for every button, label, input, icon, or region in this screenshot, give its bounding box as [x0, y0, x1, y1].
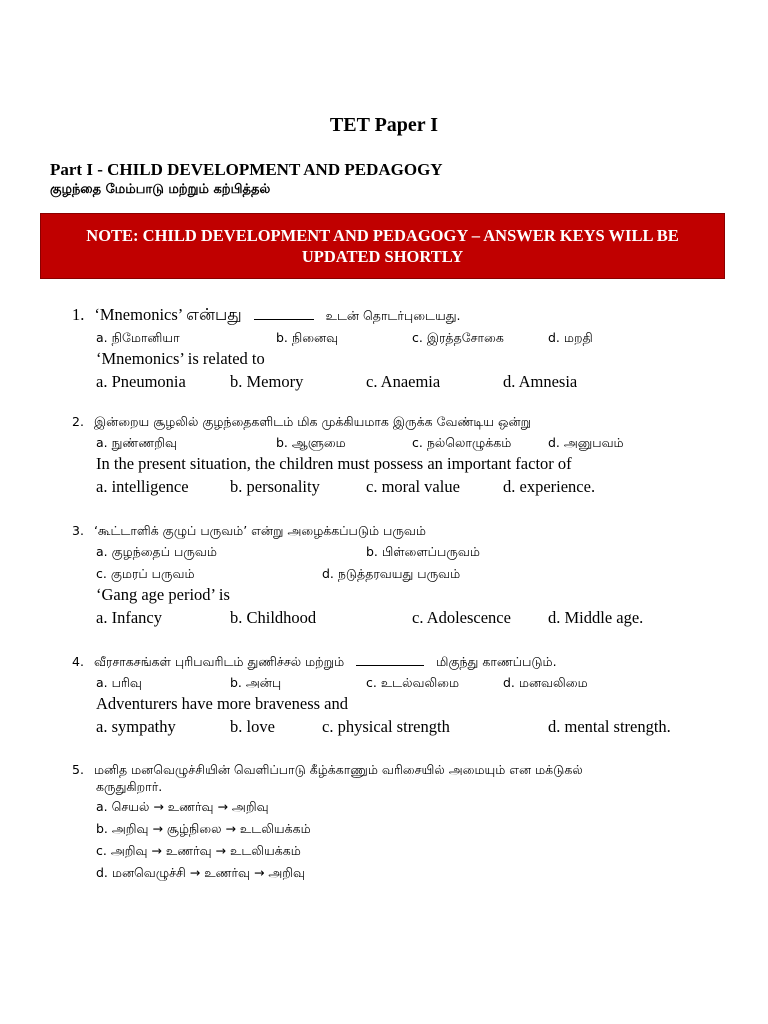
option-c-tamil: c. நல்லொழுக்கம் [412, 435, 512, 450]
question-text-line-2: கருதுகிறார். [96, 779, 163, 794]
option-c-english: c. Anaemia [366, 372, 441, 391]
option-d-tamil: d. நடுத்தரவயது பருவம் [322, 566, 461, 581]
option-c-tamil: c. உடல்வலிமை [366, 675, 460, 690]
option-a-tamil: a. செயல் → உணர்வு → அறிவு [96, 799, 269, 814]
option-a-tamil: a. குழந்தைப் பருவம் [96, 544, 217, 559]
question-number: 5. [72, 762, 84, 777]
question-5-tamil [72, 761, 583, 779]
option-d-tamil: d. மனவலிமை [503, 675, 588, 690]
option-d-tamil: d. மறதி [548, 330, 593, 345]
option-c-english: c. Adolescence [412, 608, 511, 627]
note-line-2: UPDATED SHORTLY [301, 247, 464, 266]
question-text-line-1: மனித மனவெழுச்சியின் வெளிப்பாடு கீழ்க்காணும் வரிசையில் அமையும் என மக்டுகல் [93, 762, 583, 777]
question-text-pre: ‘Mnemonics’ என்பது [94, 305, 242, 324]
option-a-english: a. Pneumonia [96, 372, 186, 391]
question-text-pre: வீரசாகசங்கள் புரிபவரிடம் துணிச்சல் மற்றும் [93, 654, 345, 669]
option-a-english: a. intelligence [96, 477, 189, 496]
question-number: 1. [72, 305, 85, 324]
option-d-english: d. mental strength. [548, 717, 671, 736]
option-a-tamil: a. நிமோனியா [96, 330, 180, 345]
question-text-post: உடன் தொடர்புடையது. [325, 308, 461, 323]
question-3-tamil [72, 522, 426, 540]
question-4-tamil [72, 653, 557, 671]
part-heading: Part I - CHILD DEVELOPMENT AND PEDAGOGY [50, 160, 443, 179]
option-b-english: b. Childhood [230, 608, 317, 627]
question-number: 2. [72, 414, 84, 429]
option-a-english: a. Infancy [96, 608, 162, 627]
answer-blank [356, 655, 424, 666]
part-heading-tamil: குழந்தை மேம்பாடு மற்றும் கற்பித்தல் [50, 182, 271, 197]
option-d-english: d. Amnesia [503, 372, 578, 391]
question-1-english: ‘Mnemonics’ is related to [96, 349, 265, 368]
option-c-tamil: c. குமரப் பருவம் [96, 566, 195, 581]
option-d-english: d. Middle age. [548, 608, 644, 627]
option-b-tamil: b. அறிவு → சூழ்நிலை → உடலியக்கம் [96, 821, 311, 836]
note-banner [40, 213, 725, 279]
option-a-tamil: a. நுண்ணறிவு [96, 435, 177, 450]
page-title: TET Paper I [329, 114, 439, 136]
option-d-english: d. experience. [503, 477, 596, 496]
question-text-post: மிகுந்து காணப்படும். [436, 654, 557, 669]
question-number: 4. [72, 654, 84, 669]
option-b-tamil: b. நினைவு [276, 330, 339, 345]
option-b-english: b. love [230, 717, 275, 736]
option-d-tamil: d. அனுபவம் [548, 435, 624, 450]
question-text: ‘கூட்டாளிக் குழுப் பருவம்’ என்று அழைக்கப்படும் பருவம் [93, 523, 426, 538]
option-a-english: a. sympathy [96, 717, 176, 736]
question-text: இன்றைய சூழலில் குழந்தைகளிடம் மிக முக்கியமாக இருக்க வேண்டிய ஒன்று [93, 414, 532, 429]
note-line-1: NOTE: CHILD DEVELOPMENT AND PEDAGOGY – ANSWER KEYS WILL BE [86, 226, 679, 245]
question-number: 3. [72, 523, 84, 538]
option-c-tamil: c. இரத்தசோகை [412, 330, 504, 345]
option-a-tamil: a. பரிவு [96, 675, 142, 690]
question-2-english: In the present situation, the children must possess an important factor of [96, 454, 572, 473]
option-c-english: c. moral value [366, 477, 460, 496]
option-b-tamil: b. ஆளுமை [276, 435, 346, 450]
option-b-tamil: b. அன்பு [230, 675, 282, 690]
answer-blank [254, 309, 314, 320]
option-b-tamil: b. பிள்ளைப்பருவம் [366, 544, 480, 559]
option-c-english: c. physical strength [322, 717, 450, 736]
option-b-english: b. personality [230, 477, 320, 496]
option-b-english: b. Memory [230, 372, 304, 391]
option-d-tamil: d. மனவெழுச்சி → உணர்வு → அறிவு [96, 865, 306, 880]
question-3-english: ‘Gang age period’ is [96, 585, 230, 604]
option-c-tamil: c. அறிவு → உணர்வு → உடலியக்கம் [96, 843, 301, 858]
question-2-tamil [72, 413, 531, 431]
question-1-tamil [72, 305, 461, 327]
question-4-english: Adventurers have more braveness and [96, 694, 348, 713]
